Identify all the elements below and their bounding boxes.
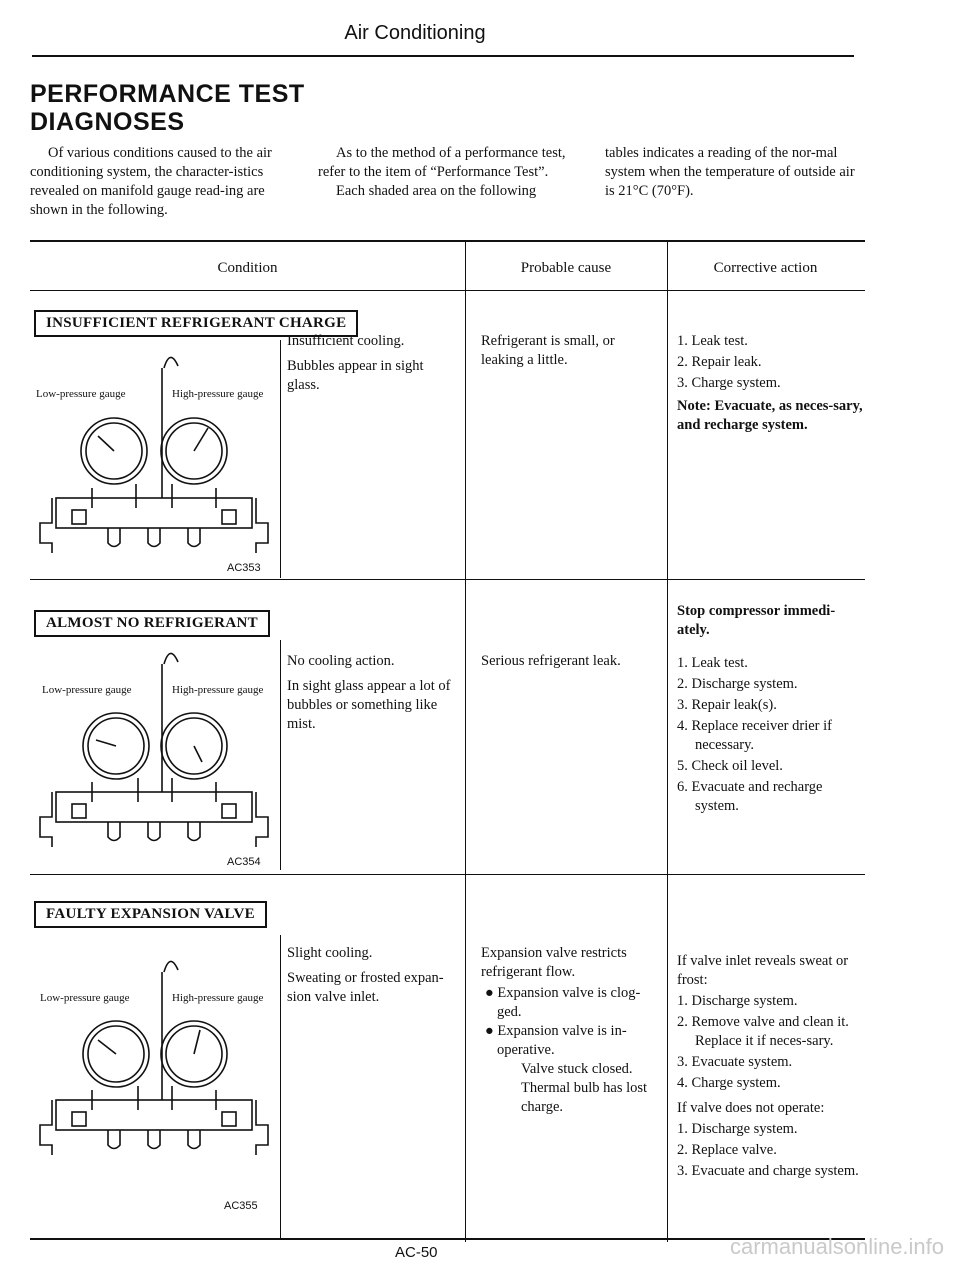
action-step: 2. Replace valve.	[677, 1142, 777, 1158]
row-3-cause	[481, 944, 661, 1123]
figure-id-3: AC355	[224, 1200, 258, 1212]
action-step: 1. Leak test.	[677, 333, 748, 349]
action-step: 6. Evacuate and recharge system.	[677, 779, 823, 814]
cause-bullet	[481, 1022, 661, 1060]
cause-text: Refrigerant is small, or leaking a little.	[481, 333, 615, 368]
action-lead-2: If valve does not operate:	[677, 1100, 825, 1116]
col-header-cause: Probable cause	[520, 260, 612, 276]
action-step: 3. Evacuate and charge system.	[677, 1163, 859, 1179]
row-2-heading: ALMOST NO REFRIGERANT	[34, 610, 270, 637]
watermark: carmanualsonline.info	[730, 1234, 945, 1259]
figure-id-2: AC354	[227, 856, 261, 868]
row-3-actions	[677, 952, 865, 1183]
row-2-actions	[677, 602, 865, 818]
action-step: 3. Charge system.	[677, 375, 781, 391]
row-1-actions	[677, 332, 865, 435]
cause-text: Serious refrigerant leak.	[481, 653, 621, 669]
action-step: 3. Evacuate system.	[677, 1054, 793, 1070]
action-lead: Stop compressor immedi-ately.	[677, 603, 836, 638]
symptom: Sweating or frosted expan-sion valve inlet.	[287, 970, 444, 1005]
bullet-icon: ●	[485, 985, 498, 1001]
action-step: 2. Remove valve and clean it. Replace it if neces-sary.	[677, 1014, 849, 1049]
intro-col-2	[318, 144, 580, 201]
intro-col-3	[605, 144, 865, 201]
action-lead: If valve inlet reveals sweat or frost:	[677, 953, 849, 988]
cause-lead: Expansion valve restricts refrigerant flow.	[481, 945, 627, 980]
high-pressure-gauge-label: High-pressure gauge	[172, 388, 264, 400]
note-text: Evacuate, as neces-sary, and recharge system.	[677, 398, 863, 433]
symptom: Bubbles appear in sight glass.	[287, 358, 424, 393]
row-3-symptoms	[287, 944, 461, 1013]
col-divider-2	[667, 242, 668, 1242]
symptom: In sight glass appear a lot of bubbles or something like mist.	[287, 678, 451, 732]
action-step: 2. Discharge system.	[677, 676, 798, 692]
bullet-icon: ●	[485, 1023, 498, 1039]
row-2-cause	[481, 652, 659, 677]
row-1-note	[677, 397, 865, 435]
symptom: No cooling action.	[287, 653, 395, 669]
note-label: Note:	[677, 398, 711, 414]
symptom: Slight cooling.	[287, 945, 373, 961]
intro-col-1	[30, 144, 292, 220]
action-step: 1. Discharge system.	[677, 993, 798, 1009]
action-step: 1. Leak test.	[677, 655, 748, 671]
cause-bullet	[481, 984, 661, 1022]
action-step: 5. Check oil level.	[677, 758, 783, 774]
manifold-gauge-drawing	[32, 938, 277, 1218]
action-step: 3. Repair leak(s).	[677, 697, 777, 713]
row-1-heading: INSUFFICIENT REFRIGERANT CHARGE	[34, 310, 358, 337]
cause-bullet-text: Expansion valve is in-operative.	[497, 1023, 627, 1058]
manifold-gauge-drawing	[32, 338, 277, 578]
cause-sub: Valve stuck closed. Thermal bulb has lost charge.	[521, 1061, 648, 1115]
figure-divider-1	[280, 340, 281, 578]
gauge-figure-2	[32, 636, 277, 870]
low-pressure-gauge-label: Low-pressure gauge	[42, 684, 132, 696]
action-step: 2. Repair leak.	[677, 354, 762, 370]
intro-paragraph-2: As to the method of a performance test, refer to the item of “Performance Test”.	[318, 145, 566, 180]
row-3-heading: FAULTY EXPANSION VALVE	[34, 901, 267, 928]
row-2-symptoms	[287, 652, 459, 740]
high-pressure-gauge-label: High-pressure gauge	[172, 684, 264, 696]
row-divider-2	[30, 874, 865, 875]
low-pressure-gauge-label: Low-pressure gauge	[36, 388, 126, 400]
section-title: PERFORMANCE TEST DIAGNOSES	[30, 80, 305, 136]
figure-id-1: AC353	[227, 562, 261, 574]
page-number: AC-50	[395, 1244, 438, 1261]
table-top-rule	[30, 240, 865, 242]
action-step: 4. Replace receiver drier if necessary.	[677, 718, 832, 753]
symptom: Insufficient cooling.	[287, 333, 405, 349]
intro-paragraph-4: tables indicates a reading of the nor-mal system when the temperature of outside air is 21°C (70°F).	[605, 145, 855, 199]
running-header: Air Conditioning	[344, 22, 486, 44]
col-header-condition: Condition	[217, 260, 278, 276]
action-step: 4. Charge system.	[677, 1075, 781, 1091]
intro-paragraph-3: Each shaded area on the following	[336, 183, 537, 199]
cause-bullet-text: Expansion valve is clog-ged.	[497, 985, 641, 1020]
row-1-symptoms	[287, 332, 459, 401]
row-1-cause	[481, 332, 659, 376]
col-header-action: Corrective action	[713, 260, 818, 276]
action-step: 1. Discharge system.	[677, 1121, 798, 1137]
col-divider-1	[465, 242, 466, 1242]
figure-divider-2	[280, 640, 281, 870]
header-rule	[32, 55, 854, 57]
gauge-figure-3	[32, 938, 277, 1218]
header-underline	[30, 290, 865, 291]
high-pressure-gauge-label: High-pressure gauge	[172, 992, 264, 1004]
row-divider-1	[30, 579, 865, 580]
low-pressure-gauge-label: Low-pressure gauge	[40, 992, 130, 1004]
figure-divider-3	[280, 935, 281, 1238]
intro-paragraph-1: Of various conditions caused to the air conditioning system, the character-istics revealed on manifold gauge read-ing are shown in the following.	[30, 145, 272, 218]
gauge-figure-1	[32, 338, 277, 578]
manifold-gauge-drawing	[32, 636, 277, 870]
